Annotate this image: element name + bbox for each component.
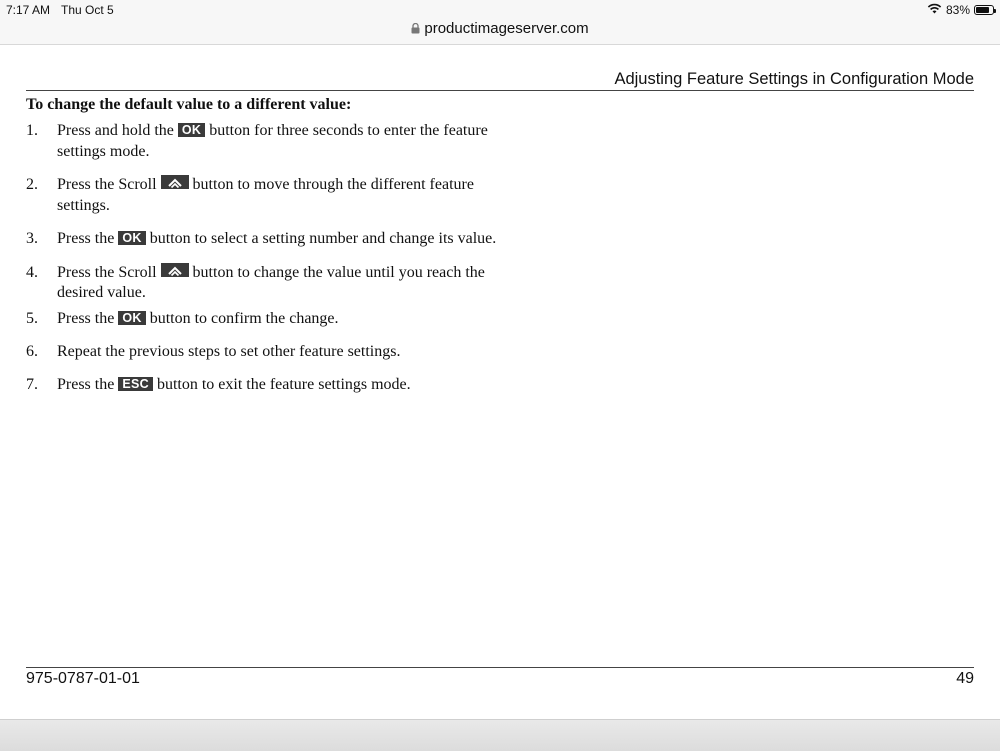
step-item [26,375,506,396]
step-number: 6. [26,343,38,360]
step-text [57,121,506,162]
status-time: 7:17 AM [6,3,51,17]
step-number: 3. [26,230,38,247]
ok-key-icon: OK [118,231,145,245]
step-text-after: button to exit the feature settings mode. [156,375,411,393]
step-item [26,342,506,363]
section-title: To change the default value to a different value: [26,96,352,113]
browser-bottom-bar [0,719,1000,751]
wifi-icon [927,3,942,17]
steps-list [26,121,506,395]
step-item [26,263,506,304]
step-number: 7. [26,375,38,393]
url-text: productimageserver.com [424,20,589,37]
battery-percent: 83% [945,3,970,17]
step-text [57,175,506,216]
step-number: 5. [26,309,38,327]
step-text-after: button to move through the different feature settings. [57,176,474,214]
step-item [26,309,506,330]
address-bar[interactable] [0,20,1000,38]
step-sentence: Repeat the previous steps to set other feature settings. [57,343,401,360]
scroll-up-icon [161,263,189,277]
step-text-before: Press the Scroll [57,263,157,281]
step-text [57,229,506,250]
lock-icon [411,21,420,38]
step-text-after: button for three seconds to enter the feature settings mode. [57,122,488,160]
scroll-up-icon [161,175,189,189]
step-text-before: Press the [57,375,115,393]
document-number: 975-0787-01-01 [26,670,140,687]
step-text-after: button to confirm the change. [149,309,339,327]
battery-level [976,7,989,13]
status-date: Thu Oct 5 [61,3,114,17]
ok-key-icon: OK [178,123,205,137]
step-number: 2. [26,176,38,193]
step-text [57,375,506,396]
page-header: Adjusting Feature Settings in Configuration Mode [26,70,974,91]
step-text-before: Press the Scroll [57,176,157,193]
ok-key-icon: OK [118,311,145,325]
page-number: 49 [956,670,974,687]
step-text [57,342,506,363]
step-number: 4. [26,263,38,281]
step-text-after: button to change the value until you reach the desired value. [57,263,485,301]
step-item [26,229,506,250]
esc-key-icon: ESC [118,377,153,391]
status-bar [0,0,1000,45]
step-text-before: Press the [57,309,115,327]
step-text-before: Press and hold the [57,122,174,139]
step-text [57,309,506,330]
status-right [927,3,994,17]
step-number: 1. [26,122,38,139]
battery-icon [974,5,994,15]
step-text-before: Press the [57,230,115,247]
page-footer [26,667,974,687]
step-item [26,121,506,162]
step-item [26,175,506,216]
step-text-after: button to select a setting number and change its value. [149,230,497,247]
step-text [57,263,506,304]
